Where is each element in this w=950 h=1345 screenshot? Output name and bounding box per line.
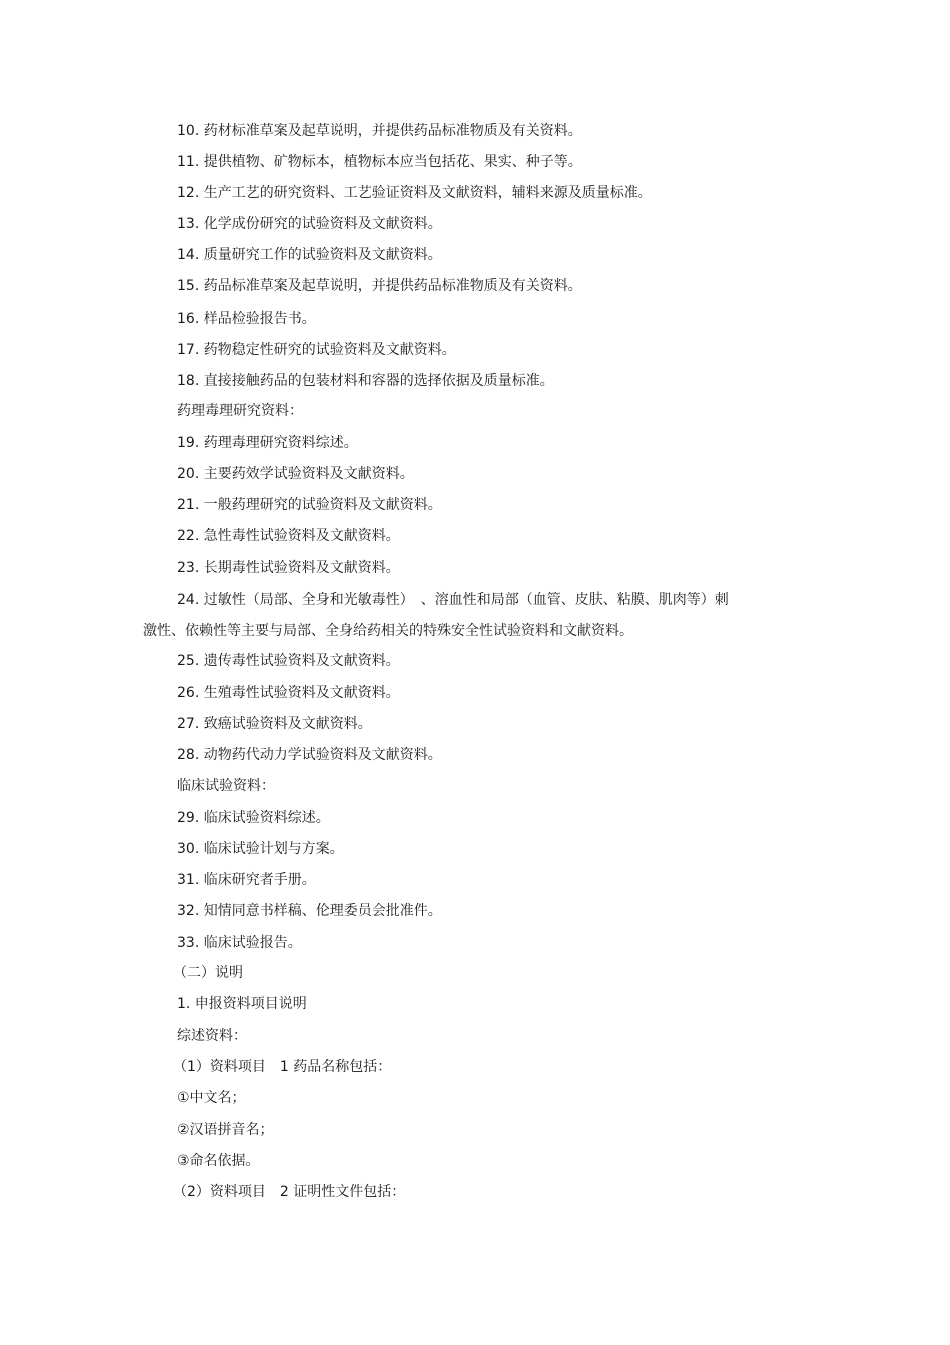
item-17: 17. 药物稳定性研究的试验资料及文献资料。 (177, 342, 456, 358)
item-10: 10. 药材标准草案及起草说明，并提供药品标准物质及有关资料。 (177, 123, 582, 139)
sub-item-pinyin-name: ②汉语拼音名； (177, 1122, 274, 1138)
section-heading-clinical: 临床试验资料： (177, 778, 275, 794)
item-23: 23. 长期毒性试验资料及文献资料。 (177, 560, 400, 576)
item-21: 21. 一般药理研究的试验资料及文献资料。 (177, 497, 442, 513)
item-28: 28. 动物药代动力学试验资料及文献资料。 (177, 747, 442, 763)
item-22: 22. 急性毒性试验资料及文献资料。 (177, 528, 400, 544)
item-29: 29. 临床试验资料综述。 (177, 810, 330, 826)
item-27: 27. 致癌试验资料及文献资料。 (177, 716, 372, 732)
item-33: 33. 临床试验报告。 (177, 935, 302, 951)
item-12: 12. 生产工艺的研究资料、工艺验证资料及文献资料，辅料来源及质量标准。 (177, 185, 652, 201)
sub-item-naming-basis: ③命名依据。 (177, 1153, 260, 1169)
item-18: 18. 直接接触药品的包装材料和容器的选择依据及质量标准。 (177, 373, 554, 389)
item-description-1: （1）资料项目 1 药品名称包括： (173, 1059, 392, 1075)
subheading-summary: 综述资料： (177, 1028, 247, 1044)
item-description-2: （2）资料项目 2 证明性文件包括： (173, 1184, 406, 1200)
sub-item-chinese-name: ①中文名； (177, 1090, 246, 1106)
item-14: 14. 质量研究工作的试验资料及文献资料。 (177, 247, 442, 263)
item-20: 20. 主要药效学试验资料及文献资料。 (177, 466, 414, 482)
item-26: 26. 生殖毒性试验资料及文献资料。 (177, 685, 400, 701)
item-24-continued: 激性、依赖性等主要与局部、全身给药相关的特殊安全性试验资料和文献资料。 (143, 623, 633, 639)
item-19: 19. 药理毒理研究资料综述。 (177, 435, 358, 451)
item-24: 24. 过敏性（局部、全身和光敏毒性） 、溶血性和局部（血管、皮肤、粘膜、肌肉等）刺 (177, 592, 729, 608)
item-11: 11. 提供植物、矿物标本，植物标本应当包括花、果实、种子等。 (177, 154, 582, 170)
item-13: 13. 化学成份研究的试验资料及文献资料。 (177, 216, 442, 232)
subheading-application-items: 1. 申报资料项目说明 (177, 996, 307, 1012)
item-25: 25. 遗传毒性试验资料及文献资料。 (177, 653, 400, 669)
item-32: 32. 知情同意书样稿、伦理委员会批准件。 (177, 903, 442, 919)
item-31: 31. 临床研究者手册。 (177, 872, 316, 888)
item-30: 30. 临床试验计划与方案。 (177, 841, 344, 857)
item-16: 16. 样品检验报告书。 (177, 311, 316, 327)
item-15: 15. 药品标准草案及起草说明，并提供药品标准物质及有关资料。 (177, 278, 582, 294)
section-heading-pharmacology: 药理毒理研究资料： (177, 403, 303, 419)
section-heading-explanation: （二）说明 (173, 965, 243, 981)
